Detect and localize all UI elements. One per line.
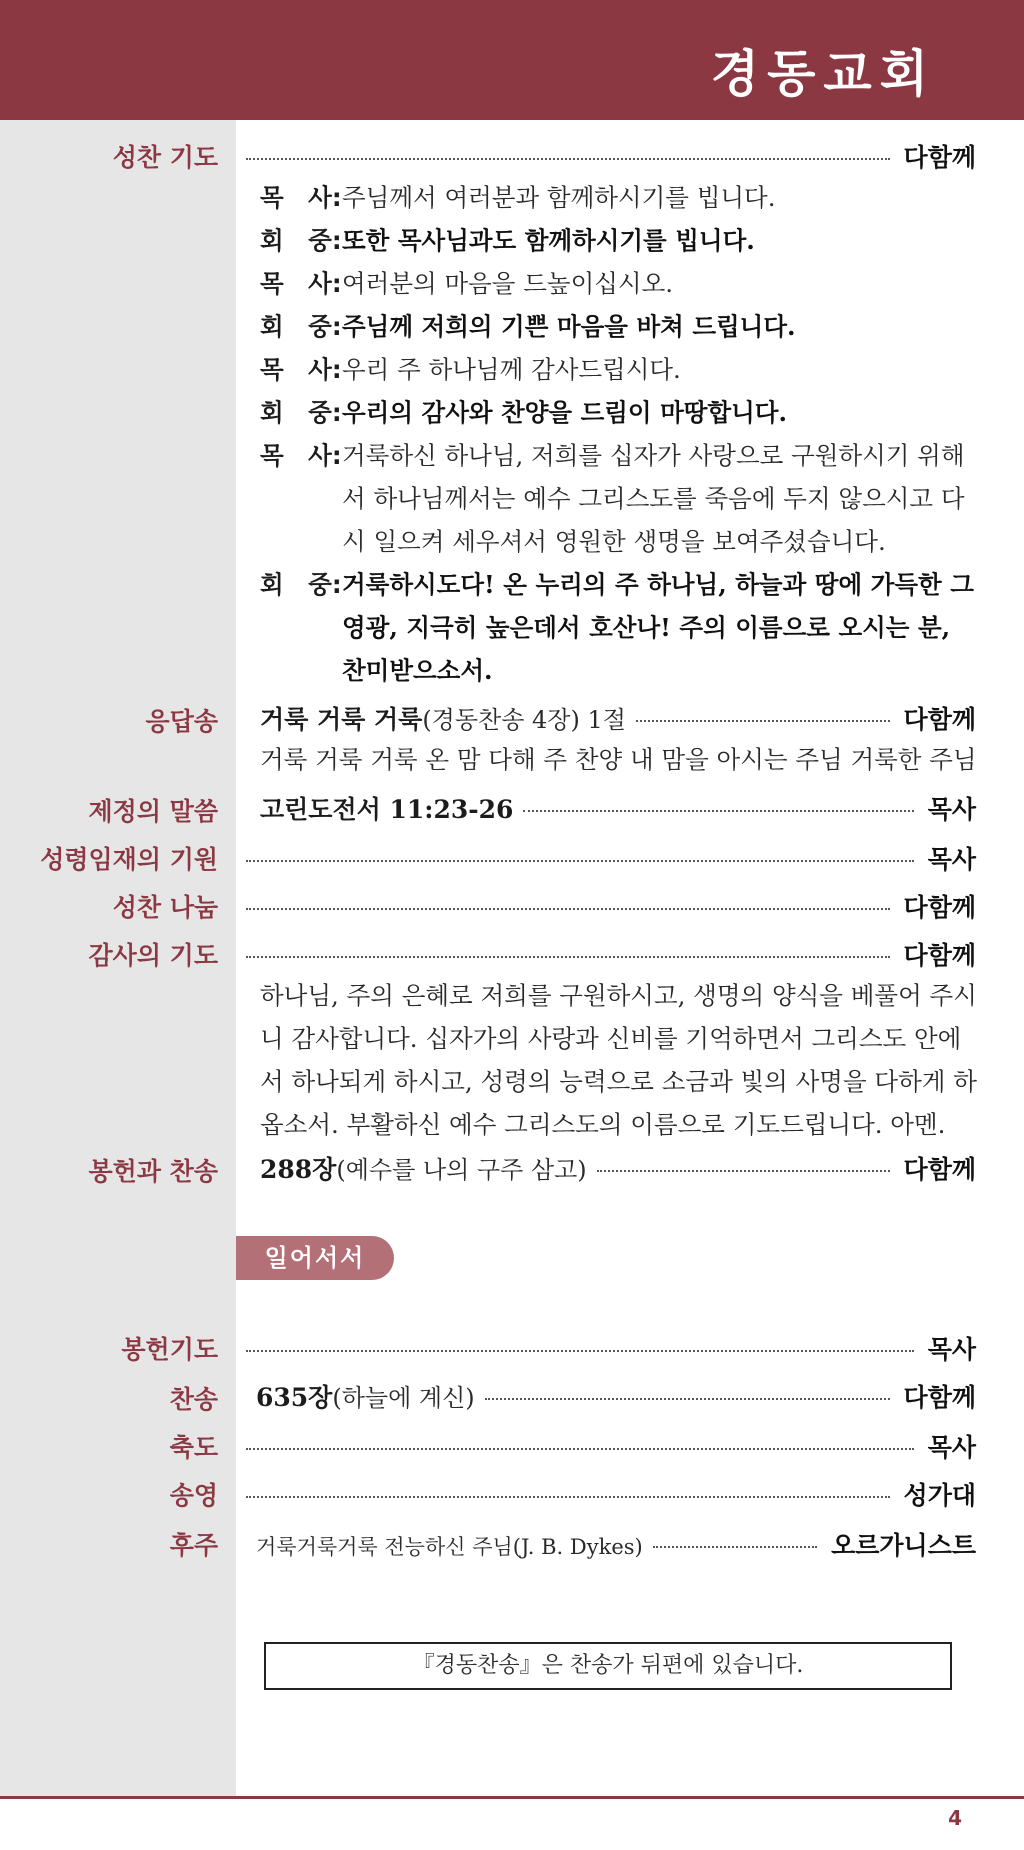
- label-hymn: 찬송: [169, 1385, 218, 1414]
- role: 목 사:: [260, 355, 342, 384]
- leader-dots: [246, 860, 914, 862]
- leader-right: 목사: [927, 1433, 976, 1462]
- institution-row: [260, 790, 976, 826]
- doxology-row: [236, 1476, 976, 1512]
- label-response-song: 응답송: [145, 707, 218, 736]
- leader-right: 다함께: [903, 143, 976, 172]
- line-text: 우리 주 하나님께 감사드립시다.: [342, 355, 681, 384]
- leader-right: 다함께: [903, 705, 976, 734]
- role: 회 중:: [260, 570, 342, 599]
- leader-right: 성가대: [903, 1481, 976, 1510]
- offering-prayer-row: [236, 1330, 976, 1366]
- line-text: 주님께 저희의 기쁜 마음을 바쳐 드립니다.: [342, 312, 796, 341]
- line-text: 여러분의 마음을 드높이십시오.: [342, 269, 674, 298]
- line-text: 또한 목사님과도 함께하시기를 빕니다.: [342, 226, 755, 255]
- line-text: 거룩하신 하나님, 저희를 십자가 사랑으로 구원하시기 위해서 하나님께서는 예수 그리스도를 죽음에 두지 않으시고 다시 일으켜 세우셔서 영원한 생명을 보여주셨습니다.: [342, 441, 965, 556]
- label-communion: 성찬 나눔: [112, 893, 218, 922]
- hymn-title: (예수를 나의 구주 삼고): [336, 1156, 587, 1184]
- label-doxology: 송영: [169, 1481, 218, 1510]
- sacrament-prayer-row: [236, 138, 976, 174]
- leader-right: 목사: [927, 795, 976, 824]
- leader-right: 다함께: [903, 1383, 976, 1412]
- footer-line: [0, 1796, 1024, 1799]
- leader-dots: [523, 810, 913, 812]
- liturgy-line: [260, 262, 980, 305]
- line-text: 거룩하시도다! 온 누리의 주 하나님, 하늘과 땅에 가득한 그 영광, 지극히 높은데서 호산나! 주의 이름으로 오시는 분, 찬미받으소서.: [342, 570, 974, 685]
- role: 회 중:: [260, 312, 342, 341]
- benediction-row: [236, 1428, 976, 1464]
- liturgy-line: [260, 563, 980, 692]
- role: 목 사:: [260, 269, 342, 298]
- liturgy-line: [260, 176, 980, 219]
- communion-row: [236, 888, 976, 924]
- line-text: 우리의 감사와 찬양을 드림이 마땅합니다.: [342, 398, 787, 427]
- label-thanksgiving: 감사의 기도: [88, 941, 218, 970]
- scripture-ref: 고린도전서 11:23-26: [260, 795, 514, 824]
- role: 회 중:: [260, 226, 342, 255]
- hymn-number: 288장: [260, 1155, 337, 1184]
- leader-dots: [246, 956, 890, 958]
- liturgy-line: [260, 348, 980, 391]
- leader-right: 다함께: [903, 1155, 976, 1184]
- hymn-title: (하늘에 계신): [332, 1384, 475, 1412]
- hymn-row: [256, 1378, 976, 1414]
- postlude-row: [256, 1526, 976, 1562]
- postlude-piece: 거룩거룩거룩 전능하신 주님(J. B. Dykes): [256, 1535, 643, 1559]
- stand-badge: 일어서서: [236, 1236, 394, 1280]
- label-sacrament-prayer: 성찬 기도: [112, 143, 218, 172]
- leader-dots: [636, 720, 890, 722]
- label-postlude: 후주: [169, 1531, 218, 1560]
- liturgy-line: [260, 305, 980, 348]
- hymnal-notice: 『경동찬송』은 찬송가 뒤편에 있습니다.: [264, 1642, 952, 1690]
- liturgy-line: [260, 219, 980, 262]
- label-benediction: 축도: [169, 1433, 218, 1462]
- label-epiclesis: 성령임재의 기원: [40, 845, 218, 874]
- role: 회 중:: [260, 398, 342, 427]
- leader-right: 다함께: [903, 941, 976, 970]
- response-lyrics: 거룩 거룩 거룩 온 맘 다해 주 찬양 내 맘을 아시는 주님 거룩한 주님: [260, 745, 977, 774]
- label-offering-hymn: 봉헌과 찬송: [88, 1157, 218, 1186]
- label-offering-prayer: 봉헌기도: [121, 1335, 218, 1364]
- hymn-number: 635장: [256, 1383, 333, 1412]
- leader-dots: [485, 1398, 890, 1400]
- song-title: 거룩 거룩 거룩: [260, 705, 423, 734]
- header-bar: [0, 0, 1024, 120]
- leader-dots: [246, 1448, 914, 1450]
- page-number: 4: [948, 1806, 962, 1830]
- role: 목 사:: [260, 441, 342, 470]
- role: 목 사:: [260, 183, 342, 212]
- response-song-row: [260, 700, 976, 736]
- liturgy-line: [260, 434, 980, 563]
- leader-right: 다함께: [903, 893, 976, 922]
- song-detail: (경동찬송 4장) 1절: [422, 706, 626, 734]
- offering-hymn-row: [260, 1150, 976, 1186]
- epiclesis-row: [236, 840, 976, 876]
- church-title: 경동교회: [710, 45, 936, 103]
- leader-right: 목사: [927, 1335, 976, 1364]
- thanksgiving-text: 하나님, 주의 은혜로 저희를 구원하시고, 생명의 양식을 베풀어 주시니 감사합니다. 십자가의 사랑과 신비를 기억하면서 그리스도 안에서 하나되게 하시고, 성령의 능력으로 소금과 빛의 사명을 다하게 하옵소서. 부활하신 예수 그리스도의 이름으로 기도드립니다. 아멘.: [260, 981, 977, 1139]
- leader-dots: [653, 1546, 817, 1548]
- label-institution: 제정의 말씀: [88, 797, 218, 826]
- liturgy-line: [260, 391, 980, 434]
- leader-dots: [246, 908, 890, 910]
- leader-right: 목사: [927, 845, 976, 874]
- line-text: 주님께서 여러분과 함께하시기를 빕니다.: [342, 183, 776, 212]
- thanksgiving-row: [236, 936, 976, 972]
- leader-dots: [246, 158, 890, 160]
- leader-dots: [246, 1496, 890, 1498]
- leader-dots: [597, 1170, 890, 1172]
- leader-right: 오르가니스트: [831, 1531, 976, 1560]
- leader-dots: [246, 1350, 914, 1352]
